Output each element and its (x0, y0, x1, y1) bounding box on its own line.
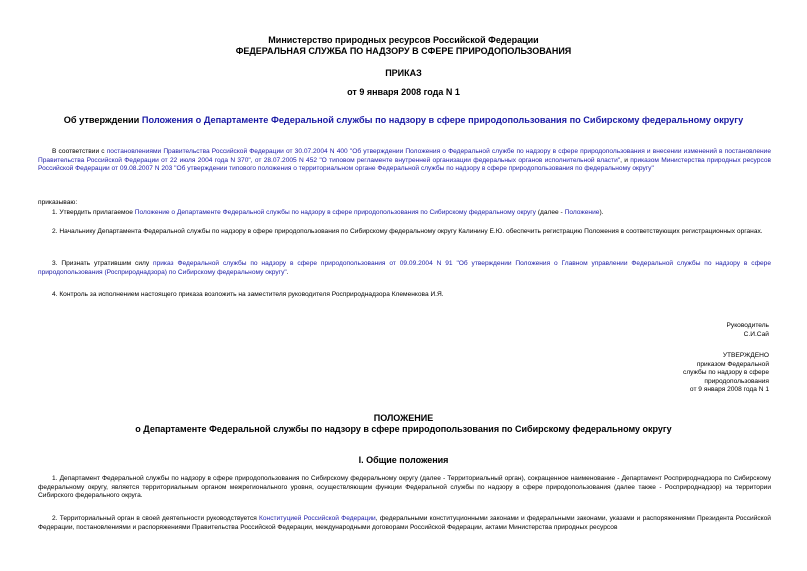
reg-item-2-text-b: , федеральными конституционными законами и федеральными законами, указами и распоряжениями Президента Российской Федерации, постановлениями и распоряжениями Правительства Российской Федерации, международными договорами Российской Федерации, актами Министерства природных ресурсов (38, 515, 771, 531)
item-1-text-b: (далее - (535, 209, 565, 216)
section-1-title: I. Общие положения (358, 455, 449, 465)
signature-name: С.И.Сай (743, 330, 769, 338)
item-1-text-c: ). (599, 209, 604, 216)
service-name: ФЕДЕРАЛЬНАЯ СЛУЖБА ПО НАДЗОРУ В СФЕРЕ ПРИРОДОПОЛЬЗОВАНИЯ (235, 46, 572, 56)
approved-line-3: службы по надзору в сфере (683, 369, 769, 376)
intro-paragraph (38, 148, 771, 174)
approved-line-4: природопользования (704, 377, 769, 385)
item-3-text-a: 3. Признать утратившим силу (52, 260, 154, 267)
document-header (0, 35, 807, 57)
constitution-link[interactable]: Конституцией Российской Федерации (259, 515, 376, 522)
ministry-name: Министерство природных ресурсов Российской Федерации (268, 35, 539, 45)
intro-link-resolutions[interactable]: постановлениями Правительства Российской Федерации от 30.07.2004 N 400 "Об утверждении Положения о Федеральной службе по надзору в сфере природопользования и внесении изменений в постановление Правительства Российской Федерации от 22 июля 2004 года N 370", от 28.07.2005 N 452 "О типовом регламенте внутренней организации федеральных органов исполнительной власти" (38, 148, 771, 164)
approval-stamp (683, 352, 769, 395)
approval-title (0, 115, 807, 126)
intro-text-1: В соответствии с (52, 148, 107, 155)
order-item-2: 2. Начальнику Департамента Федеральной службы по надзору в сфере природопользования по Сибирскому федеральному округу Калинину Е.Ю. обеспечить регистрацию Положения в соответствующих регистрационных органах. (52, 228, 763, 235)
approved-line-2: приказом Федеральной (696, 360, 769, 368)
item-1-text-a: 1. Утвердить прилагаемое (52, 209, 135, 216)
regulation-subtitle: о Департаменте Федеральной службы по надзору в сфере природопользования по Сибирскому федеральному округу (135, 424, 672, 434)
approval-title-link[interactable]: Положения о Департаменте Федеральной службы по надзору в сфере природопользования по Сибирскому федеральному округу (141, 115, 744, 125)
signature-block (727, 322, 769, 339)
intro-link-order[interactable]: приказом Министерства природных ресурсов Российской Федерации от 09.08.2007 N 203 "Об утверждении типового положения о территориальном органе Федеральной службы по надзору в сфере природопользования по федеральному округу" (38, 156, 771, 172)
approval-title-prefix: Об утверждении (63, 115, 142, 125)
signature-role: Руководитель (726, 322, 769, 329)
approved-line-1: УТВЕРЖДЕНО (722, 352, 769, 359)
approved-line-5: от 9 января 2008 года N 1 (689, 386, 769, 393)
item-1-short-link[interactable]: Положение (564, 209, 600, 216)
document-type: ПРИКАЗ (385, 68, 422, 78)
item-3-repealed-order-link[interactable]: приказ Федеральной службы по надзору в сфере природопользования от 09.09.2004 N 91 "Об утверждении Положения о Главном управлении Федеральной службы по надзору в сфере природопользования (Росприроднадзора) по Сибирскому федеральному округу" (38, 260, 772, 276)
order-item-4: 4. Контроль за исполнением настоящего приказа возложить на заместителя руководителя Росприроднадзора Клеменкова И.Я. (52, 291, 444, 298)
regulation-item-1: 1. Департамент Федеральной службы по надзору в сфере природопользования по Сибирскому федеральному округу (далее - Территориальный орган), сокращенное наименование - Департамент Росприроднадзора по Сибирскому федеральному округу, является территориальным органом межрегионального уровня, осуществляющим функции Федеральной службы по надзору в сфере природопользования (далее также - Росприроднадзор) на территории Сибирского федерального округа. (38, 475, 771, 499)
item-3-text-b: . (286, 268, 289, 276)
order-item-3 (38, 260, 771, 277)
order-word: приказываю: (38, 199, 78, 206)
intro-text-2: , и (620, 156, 631, 164)
regulation-item-2 (38, 515, 771, 532)
item-1-regulation-link[interactable]: Положение о Департаменте Федеральной службы по надзору в сфере природопользования по Сибирскому федеральному округу (134, 209, 536, 216)
regulation-title: ПОЛОЖЕНИЕ (373, 413, 434, 423)
reg-item-2-text-a: 2. Территориальный орган в своей деятельности руководствуется (52, 515, 260, 522)
order-item-1 (38, 209, 771, 218)
document-date: от 9 января 2008 года N 1 (347, 87, 460, 97)
